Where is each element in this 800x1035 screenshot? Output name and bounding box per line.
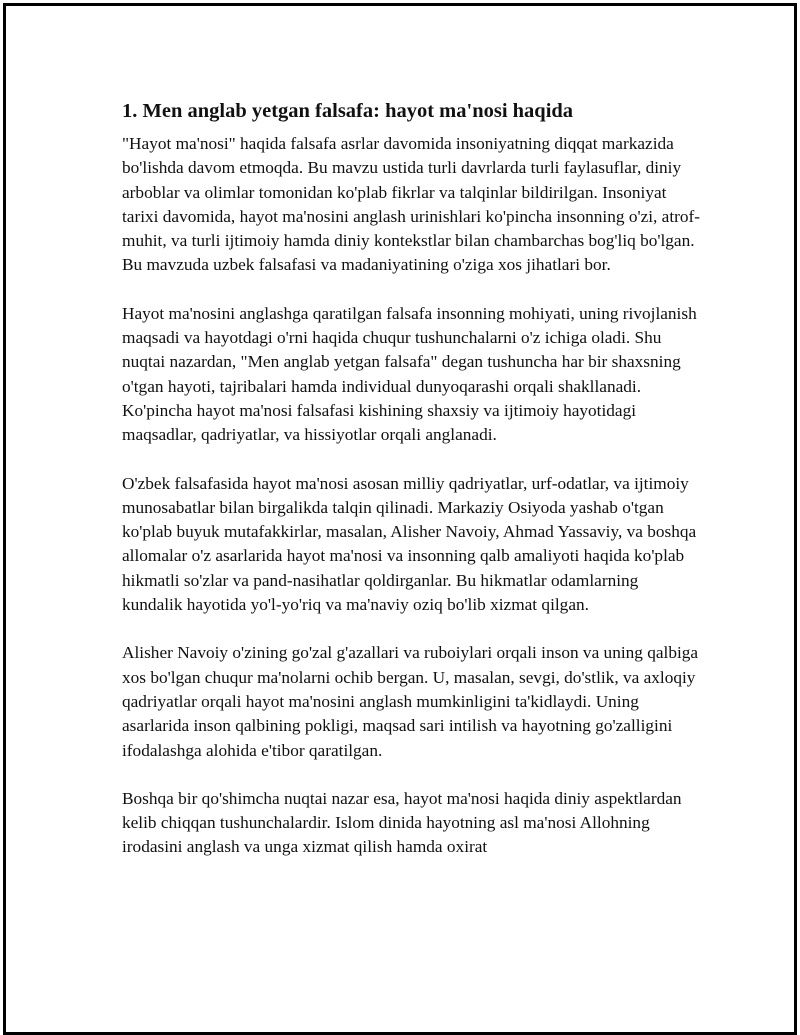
paragraph-5: Boshqa bir qo'shimcha nuqtai nazar esa, hayot ma'nosi haqida diniy aspektlardan kelib chiqqan tushunchalardir. Islom dinida hayotning asl ma'nosi Allohning irodasini anglash va unga xizmat qilish hamda oxirat xyxy=(122,788,682,857)
section-heading: 1. Men anglab yetgan falsafa: hayot ma'nosi haqida xyxy=(122,100,574,122)
document-body xyxy=(122,98,702,884)
paragraph-2: Hayot ma'nosini anglashga qaratilgan falsafa insonning mohiyati, uning rivojlanish maqsadi va hayotdagi o'rni haqida chuqur tushunchalarni o'z ichiga oladi. Shu nuqtai nazardan, "Men anglab yetgan falsafa" degan tushuncha har bir shaxsning o'tgan hayoti, tajribalari hamda individual dunyoqarashi orqali shakllanadi. Ko'pincha hayot ma'nosi falsafasi kishining shaxsiy va ijtimoiy hayotidagi maqsadlar, qadriyatlar, va hissiyotlar orqali anglanadi. xyxy=(122,303,697,445)
paragraph-3: O'zbek falsafasida hayot ma'nosi asosan milliy qadriyatlar, urf-odatlar, va ijtimoiy munosabatlar bilan birgalikda talqin qilinadi. Markaziy Osiyoda yashab o'tgan ko'plab buyuk mutafakkirlar, masalan, Alisher Navoiy, Ahmad Yassaviy, va boshqa allomalar o'z asarlarida hayot ma'nosi va insonning qalb amaliyoti haqida ko'plab hikmatli so'zlar va pand-nasihatlar qoldirganlar. Bu hikmatlar odamlarning kundalik hayotida yo'l-yo'riq va ma'naviy oziq bo'lib xizmat qilgan. xyxy=(122,473,697,615)
paragraph-1: "Hayot ma'nosi" haqida falsafa asrlar davomida insoniyatning diqqat markazida bo'lishda davom etmoqda. Bu mavzu ustida turli davrlarda turli faylasuflar, diniy arboblar va olimlar tomonidan ko'plab fikrlar va talqinlar bildirilgan. Insoniyat tarixi davomida, hayot ma'nosini anglash urinishlari ko'pincha insonning o'zi, atrof-muhit, va turli ijtimoiy hamda diniy kontekstlar bilan chambarchas bog'liq bo'lgan. Bu mavzuda uzbek falsafasi va madaniyatining o'ziga xos jihatlari bor. xyxy=(122,134,701,275)
page-frame xyxy=(3,3,797,1035)
paragraph-4: Alisher Navoiy o'zining go'zal g'azallari va ruboiylari orqali inson va uning qalbiga xos bo'lgan chuqur ma'nolarni ochib bergan. U, masalan, sevgi, do'stlik, va axloqiy qadriyatlar orqali hayot ma'nosini anglash mumkinligini ta'kidlaydi. Uning asarlarida inson qalbining pokligi, maqsad sari intilish va hayotning go'zalligini ifodalashga alohida e'tibor qaratilgan. xyxy=(122,643,699,760)
